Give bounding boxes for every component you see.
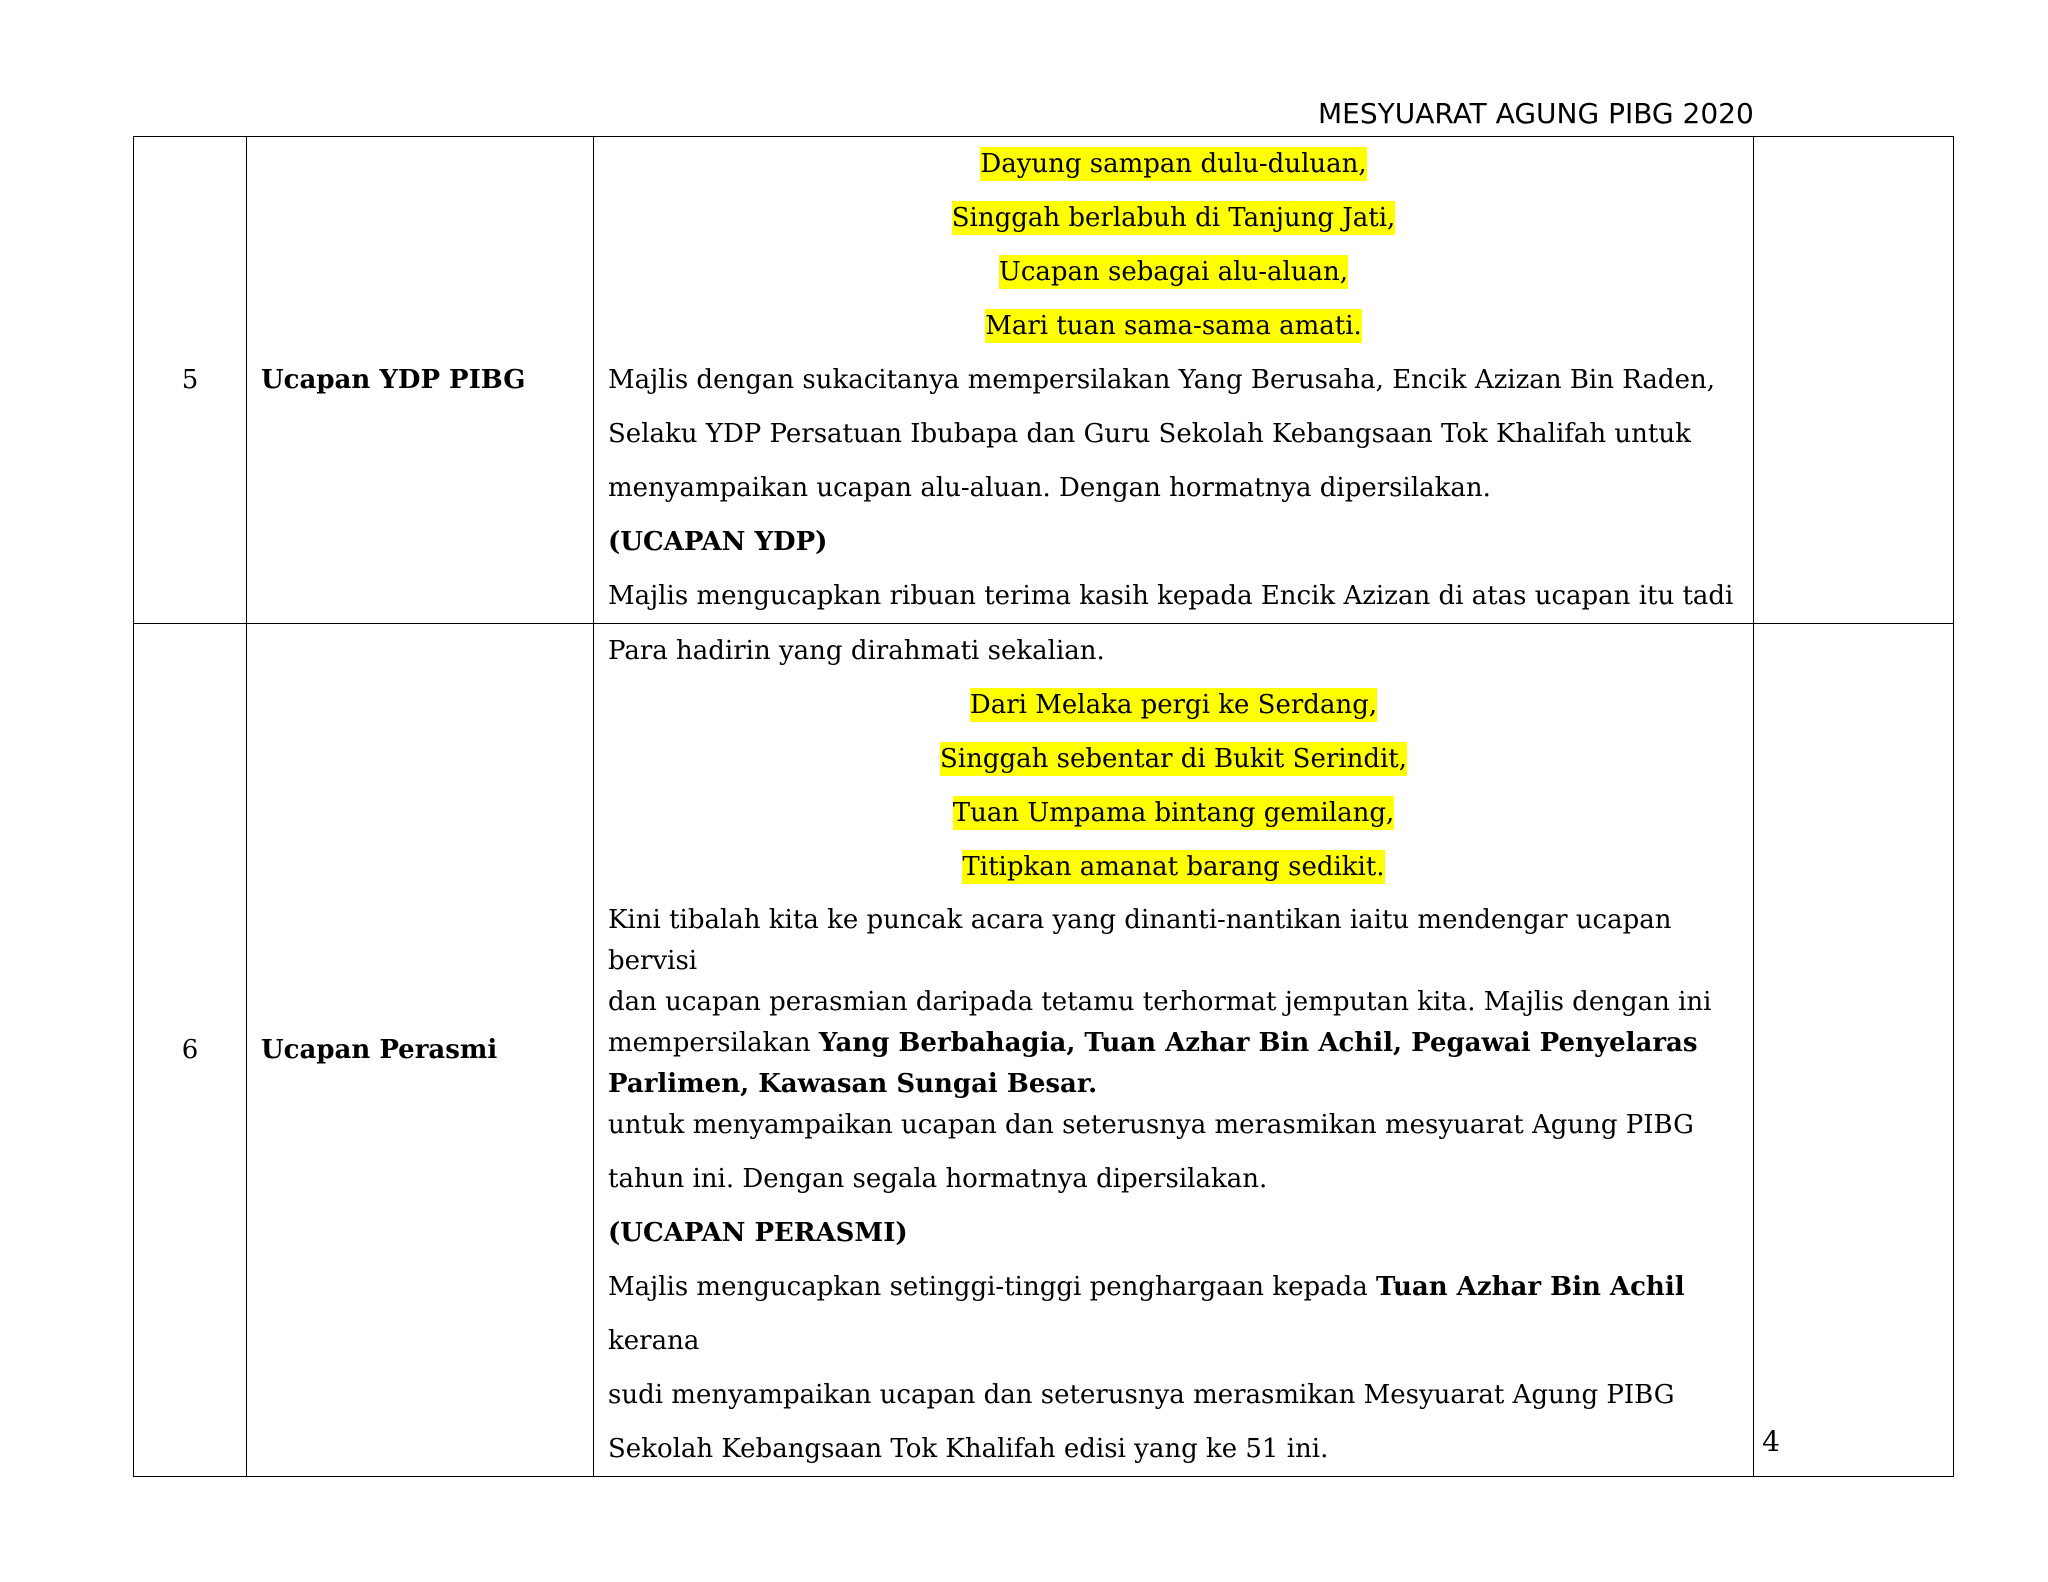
closing-line: sudi menyampaikan ucapan dan seterusnya merasmikan Mesyuarat Agung PIBG [608,1380,1675,1410]
paragraph-line: untuk menyampaikan ucapan dan seterusnya merasmikan mesyuarat Agung PIBG [608,1110,1694,1140]
item-content [594,624,1754,1477]
paragraph-line: menyampaikan ucapan alu-aluan. Dengan hormatnya dipersilakan. [608,473,1491,503]
item-title: Ucapan Perasmi [247,624,594,1477]
pantun-line: Titipkan amanat barang sedikit. [962,852,1385,882]
remarks-cell [1754,137,1954,624]
pantun-line: Singgah berlabuh di Tanjung Jati, [951,203,1396,233]
table-row [134,624,1954,1477]
pantun-line: Dari Melaka pergi ke Serdang, [969,690,1378,720]
closing-suffix: kerana [608,1326,700,1356]
speech-label: (UCAPAN PERASMI) [608,1218,908,1248]
closing-line: Majlis mengucapkan ribuan terima kasih kepada Encik Azizan di atas ucapan itu tadi [608,581,1734,611]
closing-prefix: Majlis mengucapkan setinggi-tinggi penghargaan kepada [608,1272,1377,1302]
page-number: 4 [1762,1425,1780,1458]
speech-label: (UCAPAN YDP) [608,527,828,557]
paragraph-line: tahun ini. Dengan segala hormatnya dipersilakan. [608,1164,1268,1194]
pantun-line: Ucapan sebagai alu-aluan, [998,257,1349,287]
item-number: 5 [134,137,247,624]
pantun-line: Dayung sampan dulu-duluan, [980,149,1367,179]
pantun-line: Singgah sebentar di Bukit Serindit, [939,744,1408,774]
agenda-table [133,136,1954,1477]
paragraph-line: Majlis dengan sukacitanya mempersilakan Yang Berusaha, Encik Azizan Bin Raden, [608,365,1715,395]
paragraph-line [608,1023,1739,1064]
remarks-cell [1754,624,1954,1477]
closing-name: Tuan Azhar Bin Achil [1376,1272,1685,1302]
paragraph-prefix: mempersilakan [608,1028,819,1058]
item-title: Ucapan YDP PIBG [247,137,594,624]
item-number: 6 [134,624,247,1477]
table-row [134,137,1954,624]
paragraph-line: Selaku YDP Persatuan Ibubapa dan Guru Sekolah Kebangsaan Tok Khalifah untuk [608,419,1691,449]
item-content [594,137,1754,624]
pantun-line: Mari tuan sama-sama amati. [985,311,1362,341]
paragraph-line: Kini tibalah kita ke puncak acara yang dinanti-nantikan iaitu mendengar ucapan bervisi [608,905,1672,976]
guest-title-continued: Parlimen, Kawasan Sungai Besar. [608,1069,1098,1099]
opening-line: Para hadirin yang dirahmati sekalian. [608,636,1105,666]
closing-line [608,1260,1739,1368]
closing-line: Sekolah Kebangsaan Tok Khalifah edisi yang ke 51 ini. [608,1434,1329,1464]
pantun-line: Tuan Umpama bintang gemilang, [952,798,1395,828]
paragraph-line: dan ucapan perasmian daripada tetamu terhormat jemputan kita. Majlis dengan ini [608,987,1712,1017]
guest-title: Yang Berbahagia, Tuan Azhar Bin Achil, Pegawai Penyelaras [818,1028,1698,1058]
page-header: MESYUARAT AGUNG PIBG 2020 [1318,97,1754,130]
